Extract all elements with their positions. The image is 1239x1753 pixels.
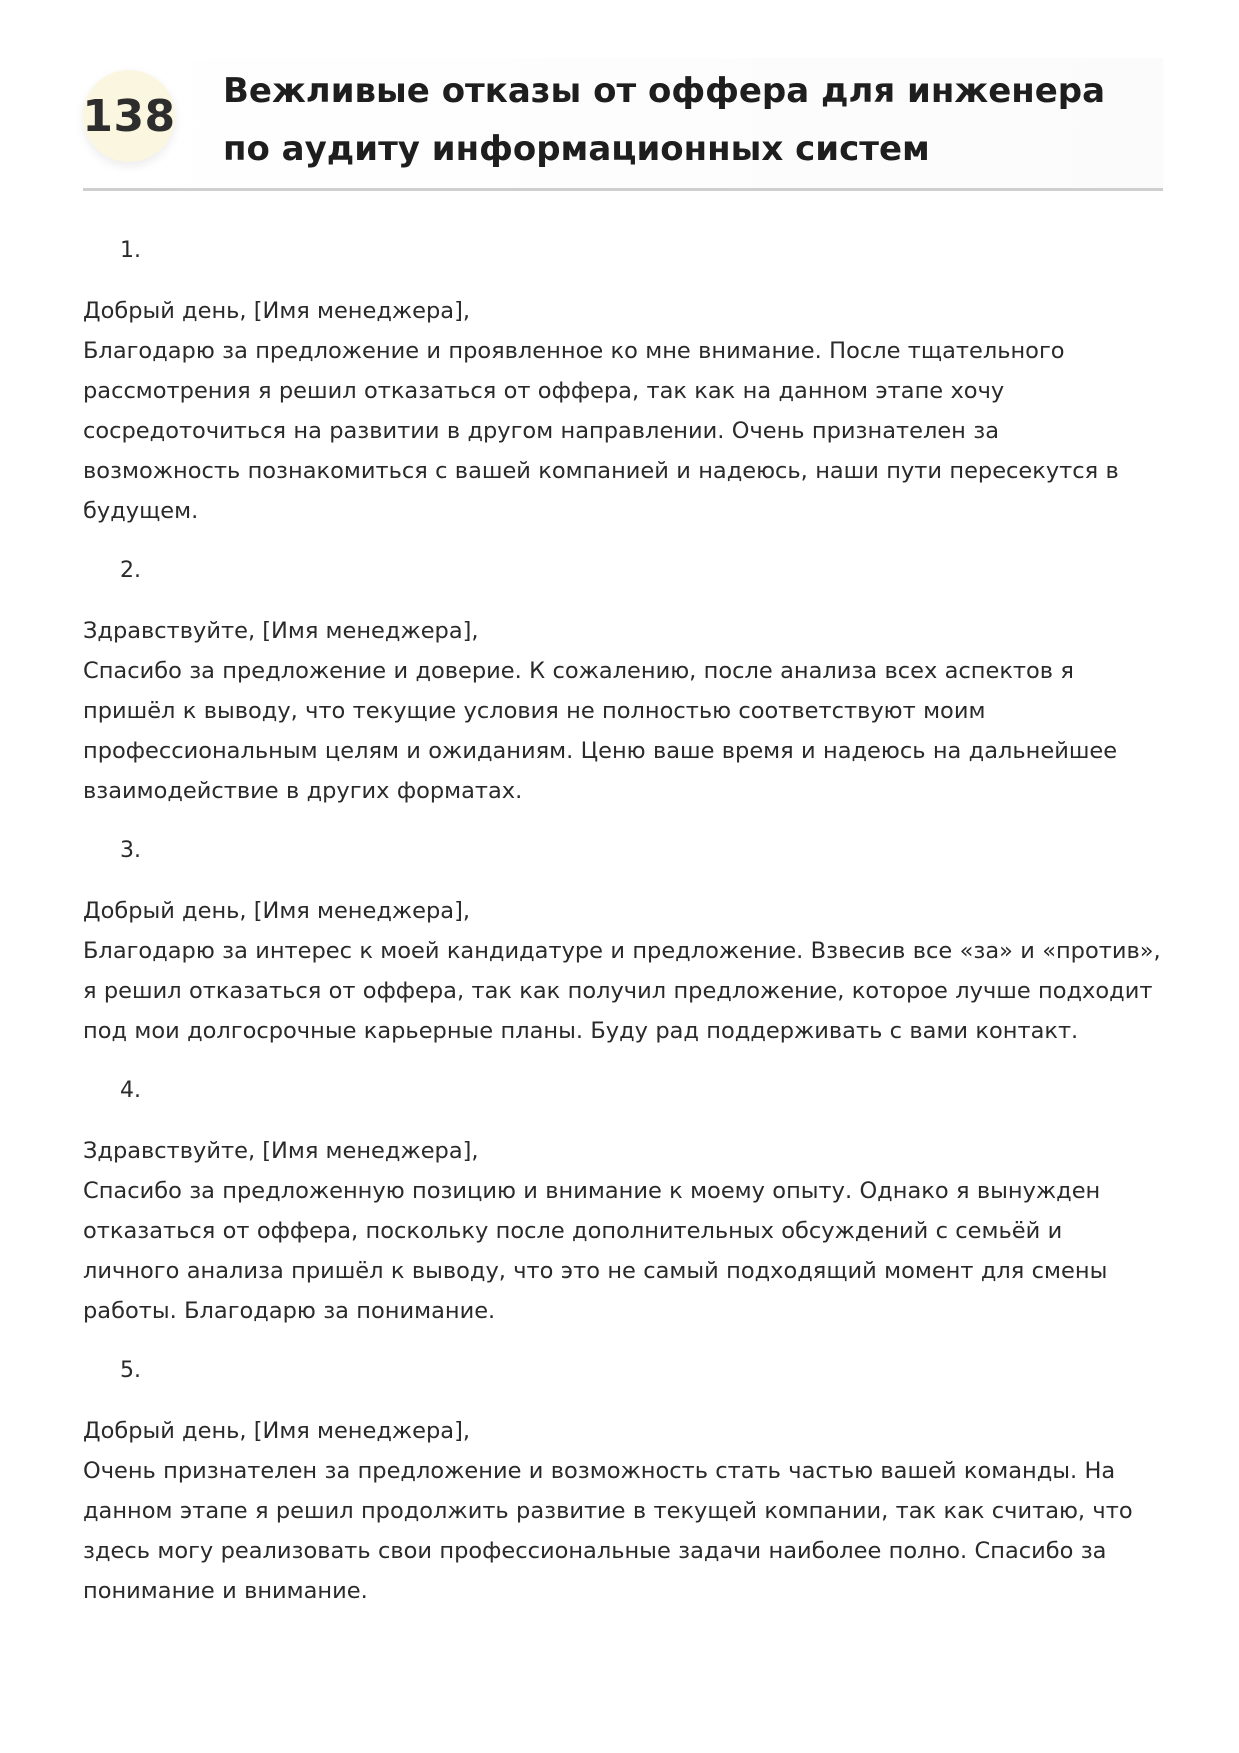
letter-number: 4. — [120, 1078, 141, 1103]
letter-item — [83, 831, 1163, 1051]
document-page — [83, 58, 1163, 1631]
letter-item — [83, 1351, 1163, 1611]
letter-body: Благодарю за предложение и проявленное ко мне внимание. После тщательного рассмотрения я решил отказаться от оффера, так как на данном этапе хочу сосредоточиться на развитии в другом направлении. Очень признателен за возможность познакомиться с вашей компанией и надеюсь, наши пути пересекутся в будущем. — [83, 338, 1119, 524]
letter-body: Благодарю за интерес к моей кандидатуре и предложение. Взвесив все «за» и «против», я решил отказаться от оффера, так как получил предложение, которое лучше подходит под мои долгосрочные карьерные планы. Буду рад поддерживать с вами контакт. — [83, 938, 1161, 1044]
page-header — [83, 58, 1163, 191]
page-title: Вежливые отказы от оффера для инженера по аудиту информационных систем — [223, 71, 1106, 169]
letter-greeting: Добрый день, [Имя менеджера], — [83, 298, 471, 324]
letter-number: 2. — [120, 558, 141, 583]
letter-item — [83, 551, 1163, 811]
letter-body: Очень признателен за предложение и возможность стать частью вашей команды. На данном этапе я решил продолжить развитие в текущей компании, так как считаю, что здесь могу реализовать свои профессиональные задачи наиболее полно. Спасибо за понимание и внимание. — [83, 1458, 1133, 1604]
letter-item — [83, 231, 1163, 531]
page-number-badge: 138 — [83, 70, 175, 162]
letter-greeting: Добрый день, [Имя менеджера], — [83, 1418, 471, 1444]
letter-number: 1. — [120, 238, 141, 263]
letter-body: Спасибо за предложение и доверие. К сожалению, после анализа всех аспектов я пришёл к выводу, что текущие условия не полностью соответствуют моим профессиональным целям и ожиданиям. Ценю ваше время и надеюсь на дальнейшее взаимодействие в других форматах. — [83, 658, 1118, 804]
letter-greeting: Добрый день, [Имя менеджера], — [83, 898, 471, 924]
letter-number: 5. — [120, 1358, 141, 1383]
letter-number: 3. — [120, 838, 141, 863]
letter-greeting: Здравствуйте, [Имя менеджера], — [83, 618, 479, 644]
letter-item — [83, 1071, 1163, 1331]
letter-body: Спасибо за предложенную позицию и внимание к моему опыту. Однако я вынужден отказаться от оффера, поскольку после дополнительных обсуждений с семьёй и личного анализа пришёл к выводу, что это не самый подходящий момент для смены работы. Благодарю за понимание. — [83, 1178, 1108, 1324]
letters-list — [83, 231, 1163, 1611]
letter-greeting: Здравствуйте, [Имя менеджера], — [83, 1138, 479, 1164]
